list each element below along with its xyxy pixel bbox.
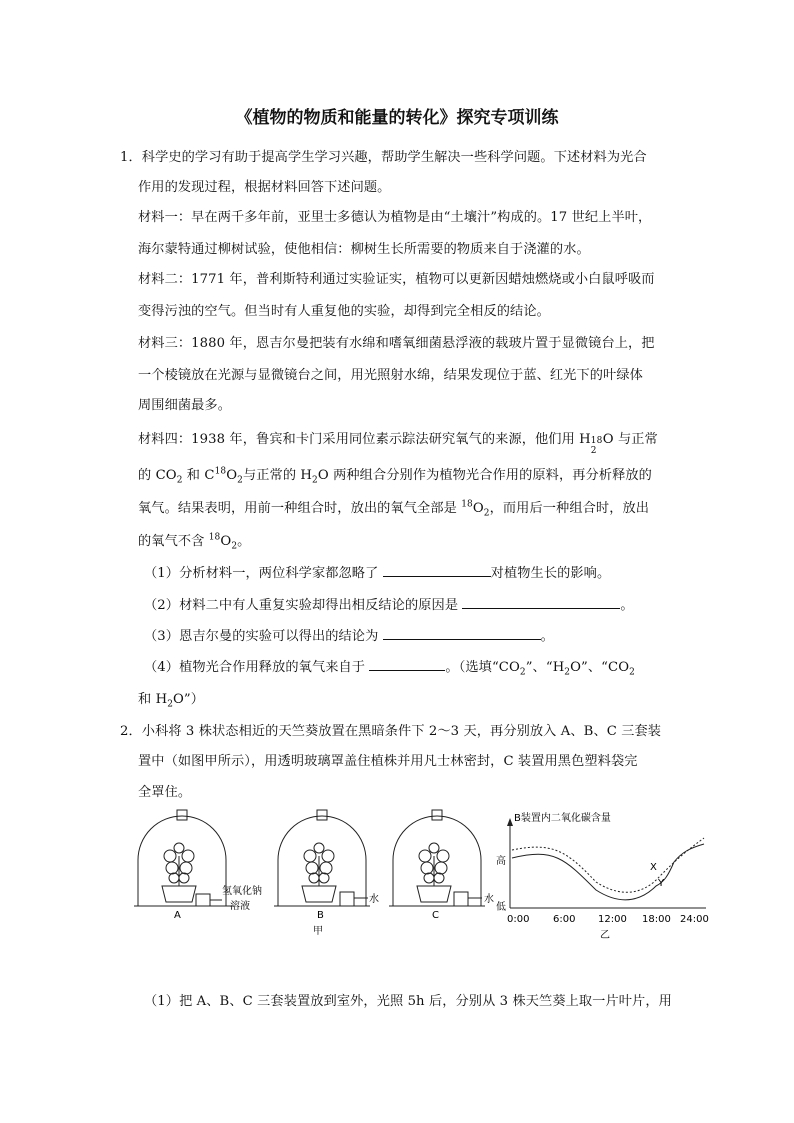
subscript: 2 xyxy=(176,475,183,486)
q2-line-1 xyxy=(120,720,661,739)
superscript: 18 xyxy=(208,532,221,543)
label-naoh-2: 溶液 xyxy=(230,901,250,912)
label-curve-y: Y xyxy=(658,878,665,889)
subscript: 2 xyxy=(519,667,526,678)
sub-question-1 xyxy=(144,562,610,581)
question-text: 和 H xyxy=(138,692,168,707)
graph-title: B装置内二氧化碳含量 xyxy=(514,813,611,824)
sub-question-2 xyxy=(144,594,634,613)
subscript: 2 xyxy=(312,475,318,486)
material-3-line-2: 一个棱镜放在光源与显微镜台之间，用光照射水绵，结果发现位于蓝、红光下的叶绿体 xyxy=(138,368,643,383)
curve-y xyxy=(512,844,704,900)
page-title: 《植物的物质和能量的转化》探究专项训练 xyxy=(235,108,559,128)
label-b: B xyxy=(317,910,324,921)
subscript: 2 xyxy=(564,667,571,678)
question-text: 。 xyxy=(620,598,634,613)
co2-graph xyxy=(496,811,709,941)
m4-text: O xyxy=(220,534,232,549)
apparatus-b xyxy=(274,810,370,906)
label-water-b: 水 xyxy=(369,894,379,905)
answer-blank-2[interactable] xyxy=(462,596,620,609)
m4-text: 氧气。结果表明，用前一种组合时，放出的氧气全部是 xyxy=(138,501,462,516)
m4-text: O xyxy=(472,501,484,516)
m4-text: 的 CO xyxy=(138,468,177,483)
apparatus-c xyxy=(389,810,485,906)
tick-24: 24:00 xyxy=(680,914,709,925)
q1-line-1 xyxy=(120,146,647,165)
material-2-line-1: 材料二：1771 年，普利斯特利通过实验证实，植物可以更新因蜡烛燃烧或小白鼠呼吸而 xyxy=(138,272,655,287)
subscript: 2 xyxy=(483,508,490,519)
label-high: 高 xyxy=(496,856,506,867)
subscript: 2 xyxy=(237,475,243,486)
material-4-line-2 xyxy=(138,464,652,486)
question-text: 。 xyxy=(540,629,554,644)
q2-line-3: 全罩住。 xyxy=(138,785,192,800)
m4-text: 和 C xyxy=(182,468,215,483)
question-text: （1）分析材料一，两位科学家都忽略了 xyxy=(144,566,383,581)
m4-text: 的氧气不含 xyxy=(138,534,209,549)
y-axis-arrow xyxy=(507,818,513,826)
material-4-line-1: 材料四：1938 年，鲁宾和卡门采用同位素示踪法研究氧气的来源，他们用 H 2 18 O 与正常 xyxy=(138,432,658,456)
label-jia: 甲 xyxy=(313,926,323,937)
material-2-line-2: 变得污浊的空气。但当时有人重复他的实验，却得到完全相反的结论。 xyxy=(138,304,550,319)
material-1-line-1: 材料一：早在两千多年前，亚里士多德认为植物是由“土壤汁”构成的。17 世纪上半叶， xyxy=(138,210,652,225)
label-yi: 乙 xyxy=(600,930,610,941)
subscript: 2 xyxy=(629,667,635,678)
apparatus-a xyxy=(134,810,234,906)
m4-text: ，而用后一种组合时，放出 xyxy=(489,501,650,516)
question-text: O”） xyxy=(173,692,205,707)
tick-12: 12:00 xyxy=(598,914,627,925)
label-curve-x: X xyxy=(650,862,657,873)
tick-18: 18:00 xyxy=(642,914,671,925)
q2-sub-question-1: （1）把 A、B、C 三套装置放到室外，光照 5h 后，分别从 3 株天竺葵上取一片叶片，用 xyxy=(144,994,672,1009)
m4-text: 。 xyxy=(237,534,251,549)
m4-text: O 与正常 xyxy=(602,432,658,447)
tick-6: 6:00 xyxy=(553,914,576,925)
question-text: 。（选填“CO xyxy=(445,660,520,675)
label-c: C xyxy=(432,910,439,921)
answer-blank-4[interactable] xyxy=(369,658,445,671)
experiment-figure xyxy=(134,808,714,948)
q1-intro: 科学史的学习有助于提高学生学习兴趣，帮助学生解决一些科学问题。下述材料为光合 xyxy=(141,150,647,165)
question-text: ”、“H xyxy=(525,660,565,675)
answer-blank-1[interactable] xyxy=(383,564,491,577)
sub-question-4 xyxy=(144,656,635,678)
curve-x xyxy=(512,838,704,892)
question-text: （4）植物光合作用释放的氧气来自于 xyxy=(144,660,370,675)
superscript: 18 xyxy=(214,466,227,477)
question-text: 对植物生长的影响。 xyxy=(490,566,611,581)
material-1-line-2: 海尔蒙特通过柳树试验，使他相信：柳树生长所需要的物质来自于浇灌的水。 xyxy=(138,242,590,257)
subscript: 2 xyxy=(231,541,238,552)
label-a: A xyxy=(174,910,181,921)
m4-text: 材料四：1938 年，鲁宾和卡门采用同位素示踪法研究氧气的来源，他们用 H xyxy=(138,432,591,447)
q1-number: 1． xyxy=(120,150,142,165)
subscript: 2 xyxy=(167,699,174,710)
question-text: O”、“CO xyxy=(570,660,630,675)
material-4-line-3 xyxy=(138,497,650,519)
m4-text: 与正常的 H xyxy=(242,468,313,483)
label-water-c: 水 xyxy=(484,894,494,905)
q2-line-2: 置中（如图甲所示），用透明玻璃罩盖住植株并用凡士林密封，C 装置用黑色塑料袋完 xyxy=(138,754,638,769)
m4-text: O 两种组合分别作为植物光合作用的原料，再分析释放的 xyxy=(317,468,652,483)
question-text: （3）恩吉尔曼的实验可以得出的结论为 xyxy=(144,629,383,644)
q1-line-2: 作用的发现过程，根据材料回答下述问题。 xyxy=(138,180,391,195)
q2-number: 2． xyxy=(120,724,142,739)
sub-question-3 xyxy=(144,625,554,644)
tick-0: 0:00 xyxy=(507,914,530,925)
material-4-line-4 xyxy=(138,530,251,552)
superscript: 18 xyxy=(461,499,473,510)
label-low: 低 xyxy=(496,902,506,913)
q2-text: 小科将 3 株状态相近的天竺葵放置在黑暗条件下 2～3 天，再分别放入 A、B、C 三套装 xyxy=(141,724,662,739)
answer-blank-3[interactable] xyxy=(383,627,541,640)
question-text: （2）材料二中有人重复实验却得出相反结论的原因是 xyxy=(144,598,463,613)
label-naoh-1: 氢氧化钠 xyxy=(222,886,262,897)
material-3-line-1: 材料三：1880 年，恩吉尔曼把装有水绵和嗜氧细菌悬浮液的载玻片置于显微镜台上，把 xyxy=(138,336,655,351)
m4-text: O xyxy=(226,468,238,483)
sub-question-4-cont xyxy=(138,688,205,710)
material-3-line-3: 周围细菌最多。 xyxy=(138,398,232,413)
